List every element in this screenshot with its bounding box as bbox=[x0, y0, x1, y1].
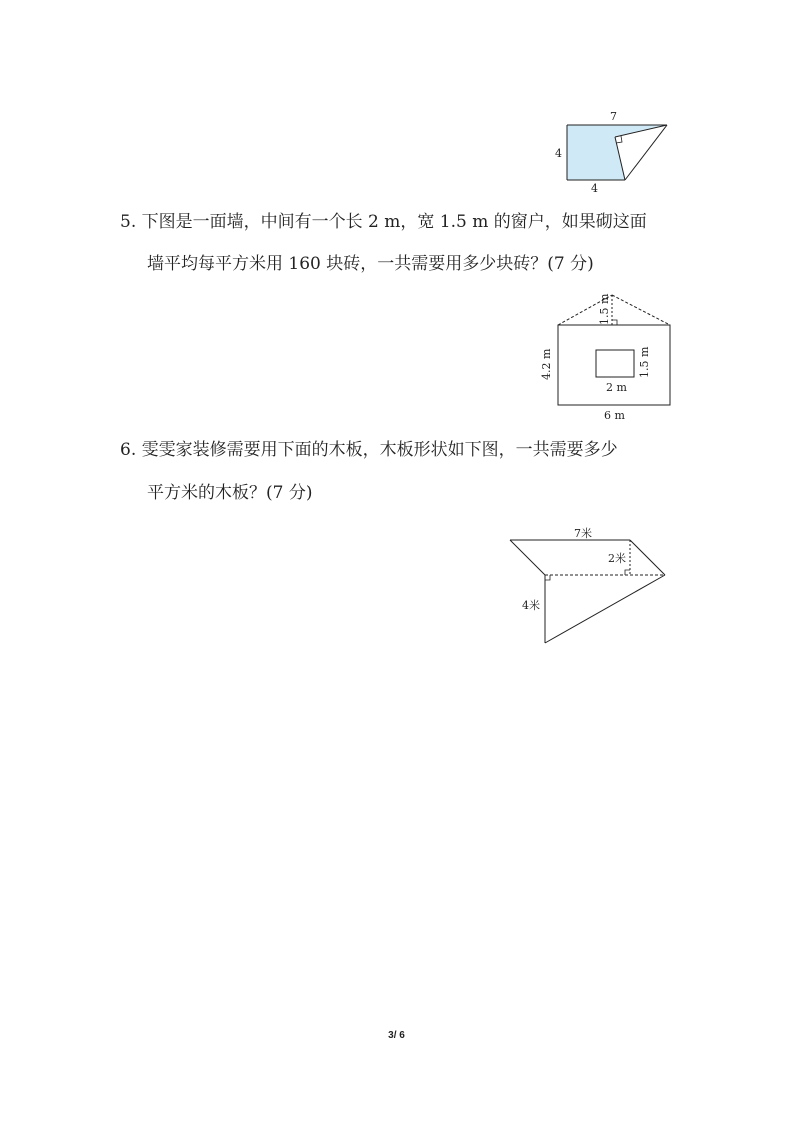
question-5-text-line-2: 墙平均每平方米用 160 块砖，一共需要用多少块砖？(7 分) bbox=[147, 254, 594, 274]
figure-3-board-diagram bbox=[500, 515, 680, 650]
figure-1-diagram bbox=[540, 105, 680, 200]
question-6-text-line-1: 雯雯家装修需要用下面的木板，木板形状如下图，一共需要多少 bbox=[141, 440, 618, 460]
wall-height-label: 4.2 m bbox=[540, 348, 553, 380]
question-5-text-line-1: 下图是一面墙，中间有一个长 2 m，宽 1.5 m 的窗户，如果砌这面 bbox=[141, 212, 647, 232]
question-6-line-1 bbox=[120, 442, 618, 459]
board-top-label: 7米 bbox=[574, 527, 592, 540]
figure-1-shaded-region bbox=[567, 125, 667, 180]
triangle-height-label: 1.5 m bbox=[598, 293, 611, 325]
figure-1-left-label: 4 bbox=[555, 147, 562, 160]
figure-2-wall-diagram bbox=[530, 290, 690, 425]
question-6-text-line-2: 平方米的木板？(7 分) bbox=[147, 483, 313, 503]
figure-1-top-label: 7 bbox=[610, 110, 617, 123]
wall-width-label: 6 m bbox=[604, 409, 625, 422]
window-height-label: 1.5 m bbox=[638, 346, 651, 378]
question-6-number: 6. bbox=[120, 440, 137, 460]
board-left-label: 4米 bbox=[522, 599, 540, 612]
question-5-line-1 bbox=[120, 214, 647, 231]
window-width-label: 2 m bbox=[606, 381, 627, 394]
page-number: 3/ 6 bbox=[388, 1030, 405, 1041]
window-rectangle bbox=[596, 350, 634, 377]
figure-1-bottom-label: 4 bbox=[591, 182, 598, 195]
question-5-number: 5. bbox=[120, 212, 137, 232]
board-height-label: 2米 bbox=[608, 552, 626, 565]
